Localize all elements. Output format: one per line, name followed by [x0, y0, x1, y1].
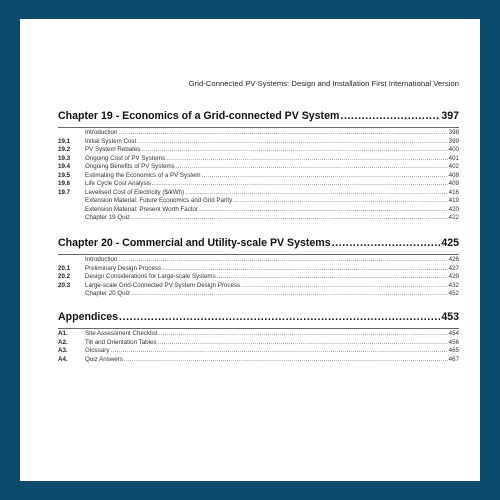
toc-chapter-heading[interactable] [58, 237, 459, 253]
entry-title: Ongoing Benefits of PV Systems [85, 163, 175, 171]
entry-title: Design Considerations for Large-scale Systems [85, 273, 216, 281]
dot-leader [241, 282, 448, 291]
entry-title: Large-scale Grid-Connected PV System Design Process [85, 281, 241, 289]
entry-page-number: 465 [448, 347, 459, 355]
dot-leader [217, 273, 448, 282]
entry-page-number: 409 [448, 180, 459, 188]
entry-title: Extension Material: Future Economics and Grid Parity [85, 197, 233, 205]
entry-title: Site Assessment Checklist [85, 330, 158, 337]
toc-entry[interactable] [58, 172, 459, 181]
toc-entry-list [58, 254, 459, 299]
dot-leader [202, 172, 448, 181]
toc-entry[interactable] [58, 330, 459, 339]
toc-entry[interactable] [58, 273, 459, 282]
dot-leader [110, 347, 447, 356]
dot-leader [119, 311, 440, 323]
entry-page-number: 429 [448, 273, 459, 281]
toc-entry[interactable] [58, 256, 459, 265]
entry-number: A2. [58, 338, 68, 346]
toc-section-chapter-19 [58, 110, 459, 223]
toc-entry-list [58, 127, 459, 223]
toc-entry[interactable] [58, 189, 459, 198]
dot-leader [118, 256, 447, 265]
dot-leader [118, 129, 447, 138]
chapter-page-number: 453 [441, 311, 459, 323]
chapter-page-number: 425 [441, 237, 459, 249]
dot-leader [158, 339, 448, 348]
dot-leader [332, 237, 441, 249]
toc-entry[interactable] [58, 146, 459, 155]
entry-page-number: 454 [448, 330, 459, 337]
entry-title: Initial System Cost [85, 137, 137, 145]
toc-entry[interactable] [58, 265, 459, 274]
toc-entry[interactable] [58, 129, 459, 138]
entry-title: Introduction [85, 256, 118, 263]
toc-chapter-heading[interactable] [58, 311, 459, 327]
toc-entry[interactable] [58, 339, 459, 348]
entry-page-number: 419 [448, 197, 459, 205]
entry-page-number: 422 [448, 214, 459, 222]
entry-title: Extension Material: Present Worth Factor [85, 205, 199, 213]
running-header: Grid-Connected PV Systems: Design and Installation First International Version [188, 79, 459, 88]
entry-number: 19.1 [58, 137, 71, 145]
chapter-page-number: 397 [441, 110, 459, 122]
entry-number: 20.1 [58, 264, 71, 272]
dot-leader [176, 163, 448, 172]
toc-entry[interactable] [58, 290, 459, 299]
entry-page-number: 426 [448, 256, 459, 263]
entry-page-number: 467 [448, 355, 459, 363]
entry-number: A3. [58, 347, 68, 355]
toc-chapter-heading[interactable] [58, 110, 459, 126]
document-page [20, 19, 480, 481]
toc-entry-list [58, 328, 459, 364]
entry-title: Levelised Cost of Electricity ($/kWh) [85, 188, 185, 196]
dot-leader [159, 330, 448, 339]
entry-title: Glossary [85, 347, 110, 355]
dot-leader [141, 146, 447, 155]
toc-entry[interactable] [58, 138, 459, 147]
chapter-title: Appendices [58, 311, 119, 323]
entry-number: 19.4 [58, 163, 71, 171]
entry-page-number: 432 [448, 281, 459, 289]
dot-leader [185, 189, 448, 198]
entry-page-number: 452 [448, 290, 459, 298]
entry-title: Quiz Answers [85, 355, 123, 363]
dot-leader [137, 138, 447, 147]
entry-number: 19.6 [58, 180, 71, 188]
dot-leader [162, 265, 448, 274]
entry-page-number: 408 [448, 171, 459, 179]
dot-leader [166, 155, 448, 164]
entry-page-number: 398 [448, 129, 459, 136]
entry-title: Chapter 20 Quiz [85, 290, 131, 298]
entry-title: Preliminary Design Process [85, 264, 161, 272]
entry-title: PV System Rebates [85, 146, 141, 154]
entry-page-number: 427 [448, 264, 459, 272]
dot-leader [131, 214, 448, 223]
entry-title: Chapter 19 Quiz [85, 214, 131, 222]
toc-entry[interactable] [58, 155, 459, 164]
entry-title: Ongoing Cost of PV Systems [85, 154, 166, 162]
entry-title: Introduction [85, 129, 118, 136]
entry-number: 19.5 [58, 171, 71, 179]
entry-number: 19.2 [58, 146, 71, 154]
entry-number: 19.7 [58, 188, 71, 196]
toc-section-appendices [58, 311, 459, 364]
entry-number: 20.2 [58, 273, 71, 281]
entry-page-number: 400 [448, 146, 459, 154]
entry-title: Tilt and Orientation Tables [85, 338, 157, 346]
entry-number: A1. [58, 330, 68, 337]
entry-title: Life Cycle Cost Analysis [85, 180, 152, 188]
toc-entry[interactable] [58, 163, 459, 172]
toc-section-chapter-20 [58, 237, 459, 299]
entry-page-number: 399 [448, 137, 459, 145]
dot-leader [131, 290, 448, 299]
entry-page-number: 420 [448, 205, 459, 213]
toc-entry[interactable] [58, 214, 459, 223]
toc-entry[interactable] [58, 356, 459, 365]
entry-number: A4. [58, 355, 68, 363]
toc-entry[interactable] [58, 206, 459, 215]
chapter-title: Chapter 20 - Commercial and Utility-scale PV Systems [58, 237, 331, 249]
dot-leader [124, 356, 448, 365]
entry-number: 19.3 [58, 154, 71, 162]
entry-page-number: 456 [448, 338, 459, 346]
entry-page-number: 416 [448, 188, 459, 196]
entry-number: 20.3 [58, 281, 71, 289]
entry-title: Estimating the Economics of a PV System [85, 171, 201, 179]
toc-entry[interactable] [58, 180, 459, 189]
dot-leader [152, 180, 448, 189]
chapter-title: Chapter 19 - Economics of a Grid-connected PV System [58, 110, 340, 122]
entry-page-number: 401 [448, 154, 459, 162]
entry-page-number: 402 [448, 163, 459, 171]
dot-leader [340, 110, 440, 122]
dot-leader [233, 197, 447, 206]
toc-entry[interactable] [58, 347, 459, 356]
toc-entry[interactable] [58, 282, 459, 291]
toc-entry[interactable] [58, 197, 459, 206]
dot-leader [199, 206, 448, 215]
